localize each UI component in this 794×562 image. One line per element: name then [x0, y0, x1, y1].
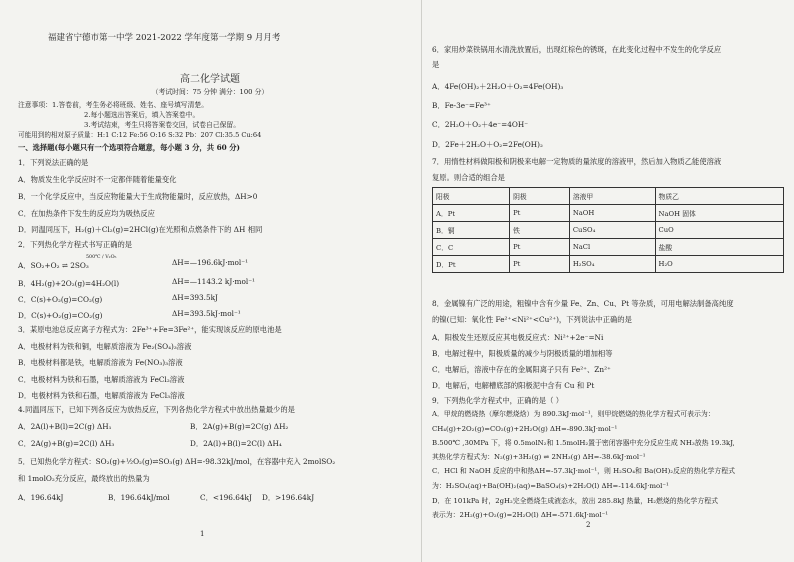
q5-option-a: A．196.64kJ — [18, 493, 64, 502]
question-8-cont: 的镍(已知：氧化性 Fe²⁺<Ni²⁺<Cu²⁺)，下列说法中正确的是 — [432, 315, 632, 324]
q1-option-b: B．一个化学反应中，当反应物能量大于生成物能量时，反应放热，ΔH>0 — [18, 192, 258, 201]
table-header-row — [433, 188, 784, 205]
q8-option-d: D．电解后，电解槽底部的阳极泥中含有 Cu 和 Pt — [432, 381, 595, 390]
q5-option-d: D．>196.64kJ — [262, 493, 315, 502]
page-number: 1 — [200, 530, 205, 538]
table-row — [433, 256, 784, 273]
table-cell: NaOH 固体 — [655, 205, 783, 222]
table-cell: NaOH — [569, 205, 655, 222]
q9-option-b: B.500℃ ,30MPa 下，将 0.5molN₂和 1.5molH₂置于密闭容器中充分反应生成 NH₃放热 19.3kJ, — [432, 439, 735, 447]
q2-option-b-dh: ΔH=—1143.2 kJ·mol⁻¹ — [172, 277, 255, 286]
exam-info: （考试时间：75 分钟 满分：100 分） — [151, 88, 269, 96]
table-cell: A．Pt — [433, 205, 510, 222]
q4-option-b: B．2A(g)+B(g)=2C(g) ΔH₂ — [190, 422, 289, 431]
question-1: 1．下列说法正确的是 — [18, 158, 89, 167]
reaction-condition: 500℃ / V₂O₅ — [86, 255, 117, 260]
table-header: 物质乙 — [655, 188, 783, 205]
q2-option-d: D．C(s)+O₂(g)=CO₂(g) — [18, 311, 103, 320]
question-2: 2．下列热化学方程式书写正确的是 — [18, 240, 133, 249]
question-8: 8．金属镍有广泛的用途，粗镍中含有少量 Fe、Zn、Cu、Pt 等杂质，可用电解法制备高纯度 — [432, 299, 734, 308]
q4-option-d: D．2A(l)+B(l)=2C(l) ΔH₄ — [190, 439, 282, 448]
q3-option-b: B．电极材料都是铁，电解质溶液为 Fe(NO₃)₃溶液 — [18, 358, 183, 367]
page-fold — [421, 0, 422, 562]
question-5: 5．已知热化学方程式：SO₂(g)+½O₂(g)⇌SO₃(g) ΔH=-98.32kJ/mol，在容器中充入 2molSO₂ — [18, 457, 336, 466]
q1-option-c: C．在加热条件下发生的反应均为吸热反应 — [18, 209, 155, 218]
table-row — [433, 205, 784, 222]
q5-option-c: C．<196.64kJ — [200, 493, 252, 502]
q9-option-d: D．在 101kPa 时，2gH₂完全燃烧生成液态水，放出 285.8kJ 热量，H₂燃烧的热化学方程式 — [432, 497, 718, 505]
table-row — [433, 222, 784, 239]
table-cell: NaCl — [569, 239, 655, 256]
q8-option-b: B．电解过程中，阳极质量的减少与阴极质量的增加相等 — [432, 349, 613, 358]
notice-line: 注意事项：1.答卷前，考生务必将班级、姓名、座号填写清楚。 — [18, 101, 208, 109]
table-cell: Pt — [510, 205, 570, 222]
question-3: 3．某原电池总反应离子方程式为：2Fe³⁺+Fe=3Fe²⁺，能实现该反应的原电池是 — [18, 325, 282, 334]
q2-option-c-dh: ΔH=393.5kJ — [172, 293, 218, 302]
q9-option-c-eq: 为：H₂SO₄(aq)+Ba(OH)₂(aq)=BaSO₄(s)+2H₂O(l) ΔH=-114.6kJ·mol⁻¹ — [432, 482, 669, 490]
section-one-heading: 一、选择题(每小题只有一个选项符合题意，每小题 3 分，共 60 分) — [18, 143, 241, 152]
notice-line: 3.考试结束，考生只将答案卷交回，试卷自己保留。 — [84, 121, 241, 129]
exam-header: 福建省宁德市第一中学 2021-2022 学年度第一学期 9 月月考 — [48, 33, 281, 43]
q1-option-a: A．物质发生化学反应时不一定都伴随着能量变化 — [18, 175, 177, 184]
q3-option-c: C．电极材料为铁和石墨，电解质溶液为 FeCl₂溶液 — [18, 375, 185, 384]
page-number: 2 — [586, 521, 591, 529]
q9-option-a: A．甲烷的燃烧热（摩尔燃烧焓）为 890.3kJ·mol⁻¹，则甲烷燃烧的热化学方程式可表示为： — [432, 410, 715, 418]
question-6: 6．家用炒菜铁锅用水清洗放置后，出现红棕色的锈斑，在此变化过程中不发生的化学反应 — [432, 45, 722, 54]
q4-option-c: C．2A(g)+B(g)=2C(l) ΔH₃ — [18, 439, 115, 448]
table-header: 溶液甲 — [569, 188, 655, 205]
table-cell: B．铜 — [433, 222, 510, 239]
q5-option-b: B．196.64kJ/mol — [108, 493, 170, 502]
table-cell: 盐酸 — [655, 239, 783, 256]
q6-option-a: A．4Fe(OH)₂＋2H₂O＋O₂=4Fe(OH)₃ — [432, 82, 564, 91]
q6-option-c: C．2H₂O＋O₂＋4e⁻=4OH⁻ — [432, 120, 529, 129]
table-row — [433, 239, 784, 256]
table-cell: 铁 — [510, 222, 570, 239]
q4-option-a: A．2A(l)+B(l)=2C(g) ΔH₁ — [18, 422, 112, 431]
table-cell: D．Pt — [433, 256, 510, 273]
table-cell: Pt — [510, 256, 570, 273]
q9-option-d-eq: 表示为：2H₂(g)+O₂(g)=2H₂O(l) ΔH=-571.6kJ·mol⁻¹ — [432, 511, 609, 519]
q2-option-b: B．4H₂(g)+2O₂(g)=4H₂O(l) — [18, 279, 120, 288]
q3-option-a: A．电极材料为铁和铜，电解质溶液为 Fe₂(SO₄)₃溶液 — [18, 342, 192, 351]
q2-option-a-dh: ΔH=—196.6kJ·mol⁻¹ — [172, 258, 249, 267]
q9-option-a-eq: CH₄(g)+2O₂(g)=CO₂(g)+2H₂O(g) ΔH=-890.3kJ·mol⁻¹ — [432, 425, 618, 433]
table-cell: CuSO₄ — [569, 222, 655, 239]
q1-option-d: D．同温同压下，H₂(g)＋Cl₂(g)=2HCl(g)在光照和点燃条件下的 ΔH 相同 — [18, 225, 263, 234]
question-4: 4.同温同压下，已知下列各反应为放热反应，下列各热化学方程式中放出热量最少的是 — [18, 405, 295, 414]
table-header: 阳极 — [433, 188, 510, 205]
q2-option-a: A．SO₂+O₂ ⇌ 2SO₃ — [18, 261, 89, 270]
question-7: 7．用惰性材料做阳极和阴极来电解一定物质的量浓度的溶液甲，然后加入物质乙能使溶液 — [432, 157, 722, 166]
q3-option-d: D．电极材料为铁和石墨，电解质溶液为 FeCl₃溶液 — [18, 391, 185, 400]
table-cell: CuO — [655, 222, 783, 239]
atomic-masses: 可能用到的相对原子质量：H:1 C:12 Fe:56 O:16 S:32 Pb：207 Cl:35.5 Cu:64 — [18, 131, 262, 139]
table-cell: H₂O — [655, 256, 783, 273]
table-cell: C．C — [433, 239, 510, 256]
question-5-cont: 和 1molO₂充分反应，最终放出的热量为 — [18, 474, 150, 483]
q9-option-b-eq: 其热化学方程式为：N₂(g)+3H₂(g) ⇌ 2NH₃(g) ΔH=-38.6kJ·mol⁻¹ — [432, 453, 646, 461]
q8-option-c: C．电解后，溶液中存在的金属阳离子只有 Fe²⁺、Zn²⁺ — [432, 365, 611, 374]
question-9: 9．下列热化学方程式中，正确的是（ ） — [432, 396, 564, 405]
electrolysis-table — [432, 187, 784, 273]
table-cell: Pt — [510, 239, 570, 256]
table-cell: H₂SO₄ — [569, 256, 655, 273]
question-7-cont: 复原。则合适的组合是 — [432, 173, 505, 182]
q2-option-c: C．C(s)+O₂(g)=CO₂(g) — [18, 295, 103, 304]
q6-option-d: D．2Fe＋2H₂O＋O₂=2Fe(OH)₂ — [432, 140, 543, 149]
question-6-cont: 是 — [432, 60, 440, 69]
exam-title: 高二化学试题 — [180, 74, 240, 85]
notice-line: 2.每小题选出答案后，填入答案卷中。 — [84, 111, 200, 119]
q8-option-a: A．阳极发生还原反应其电极反应式：Ni²⁺+2e⁻=Ni — [432, 333, 604, 342]
table-header: 阴极 — [510, 188, 570, 205]
q6-option-b: B．Fe-3e⁻=Fe³⁺ — [432, 101, 491, 110]
q9-option-c: C．HCl 和 NaOH 反应的中和热ΔH=-57.3kJ·mol⁻¹，则 H₂SO₄和 Ba(OH)₂反应的热化学方程式 — [432, 467, 736, 475]
q2-option-d-dh: ΔH=393.5kJ·mol⁻¹ — [172, 309, 241, 318]
